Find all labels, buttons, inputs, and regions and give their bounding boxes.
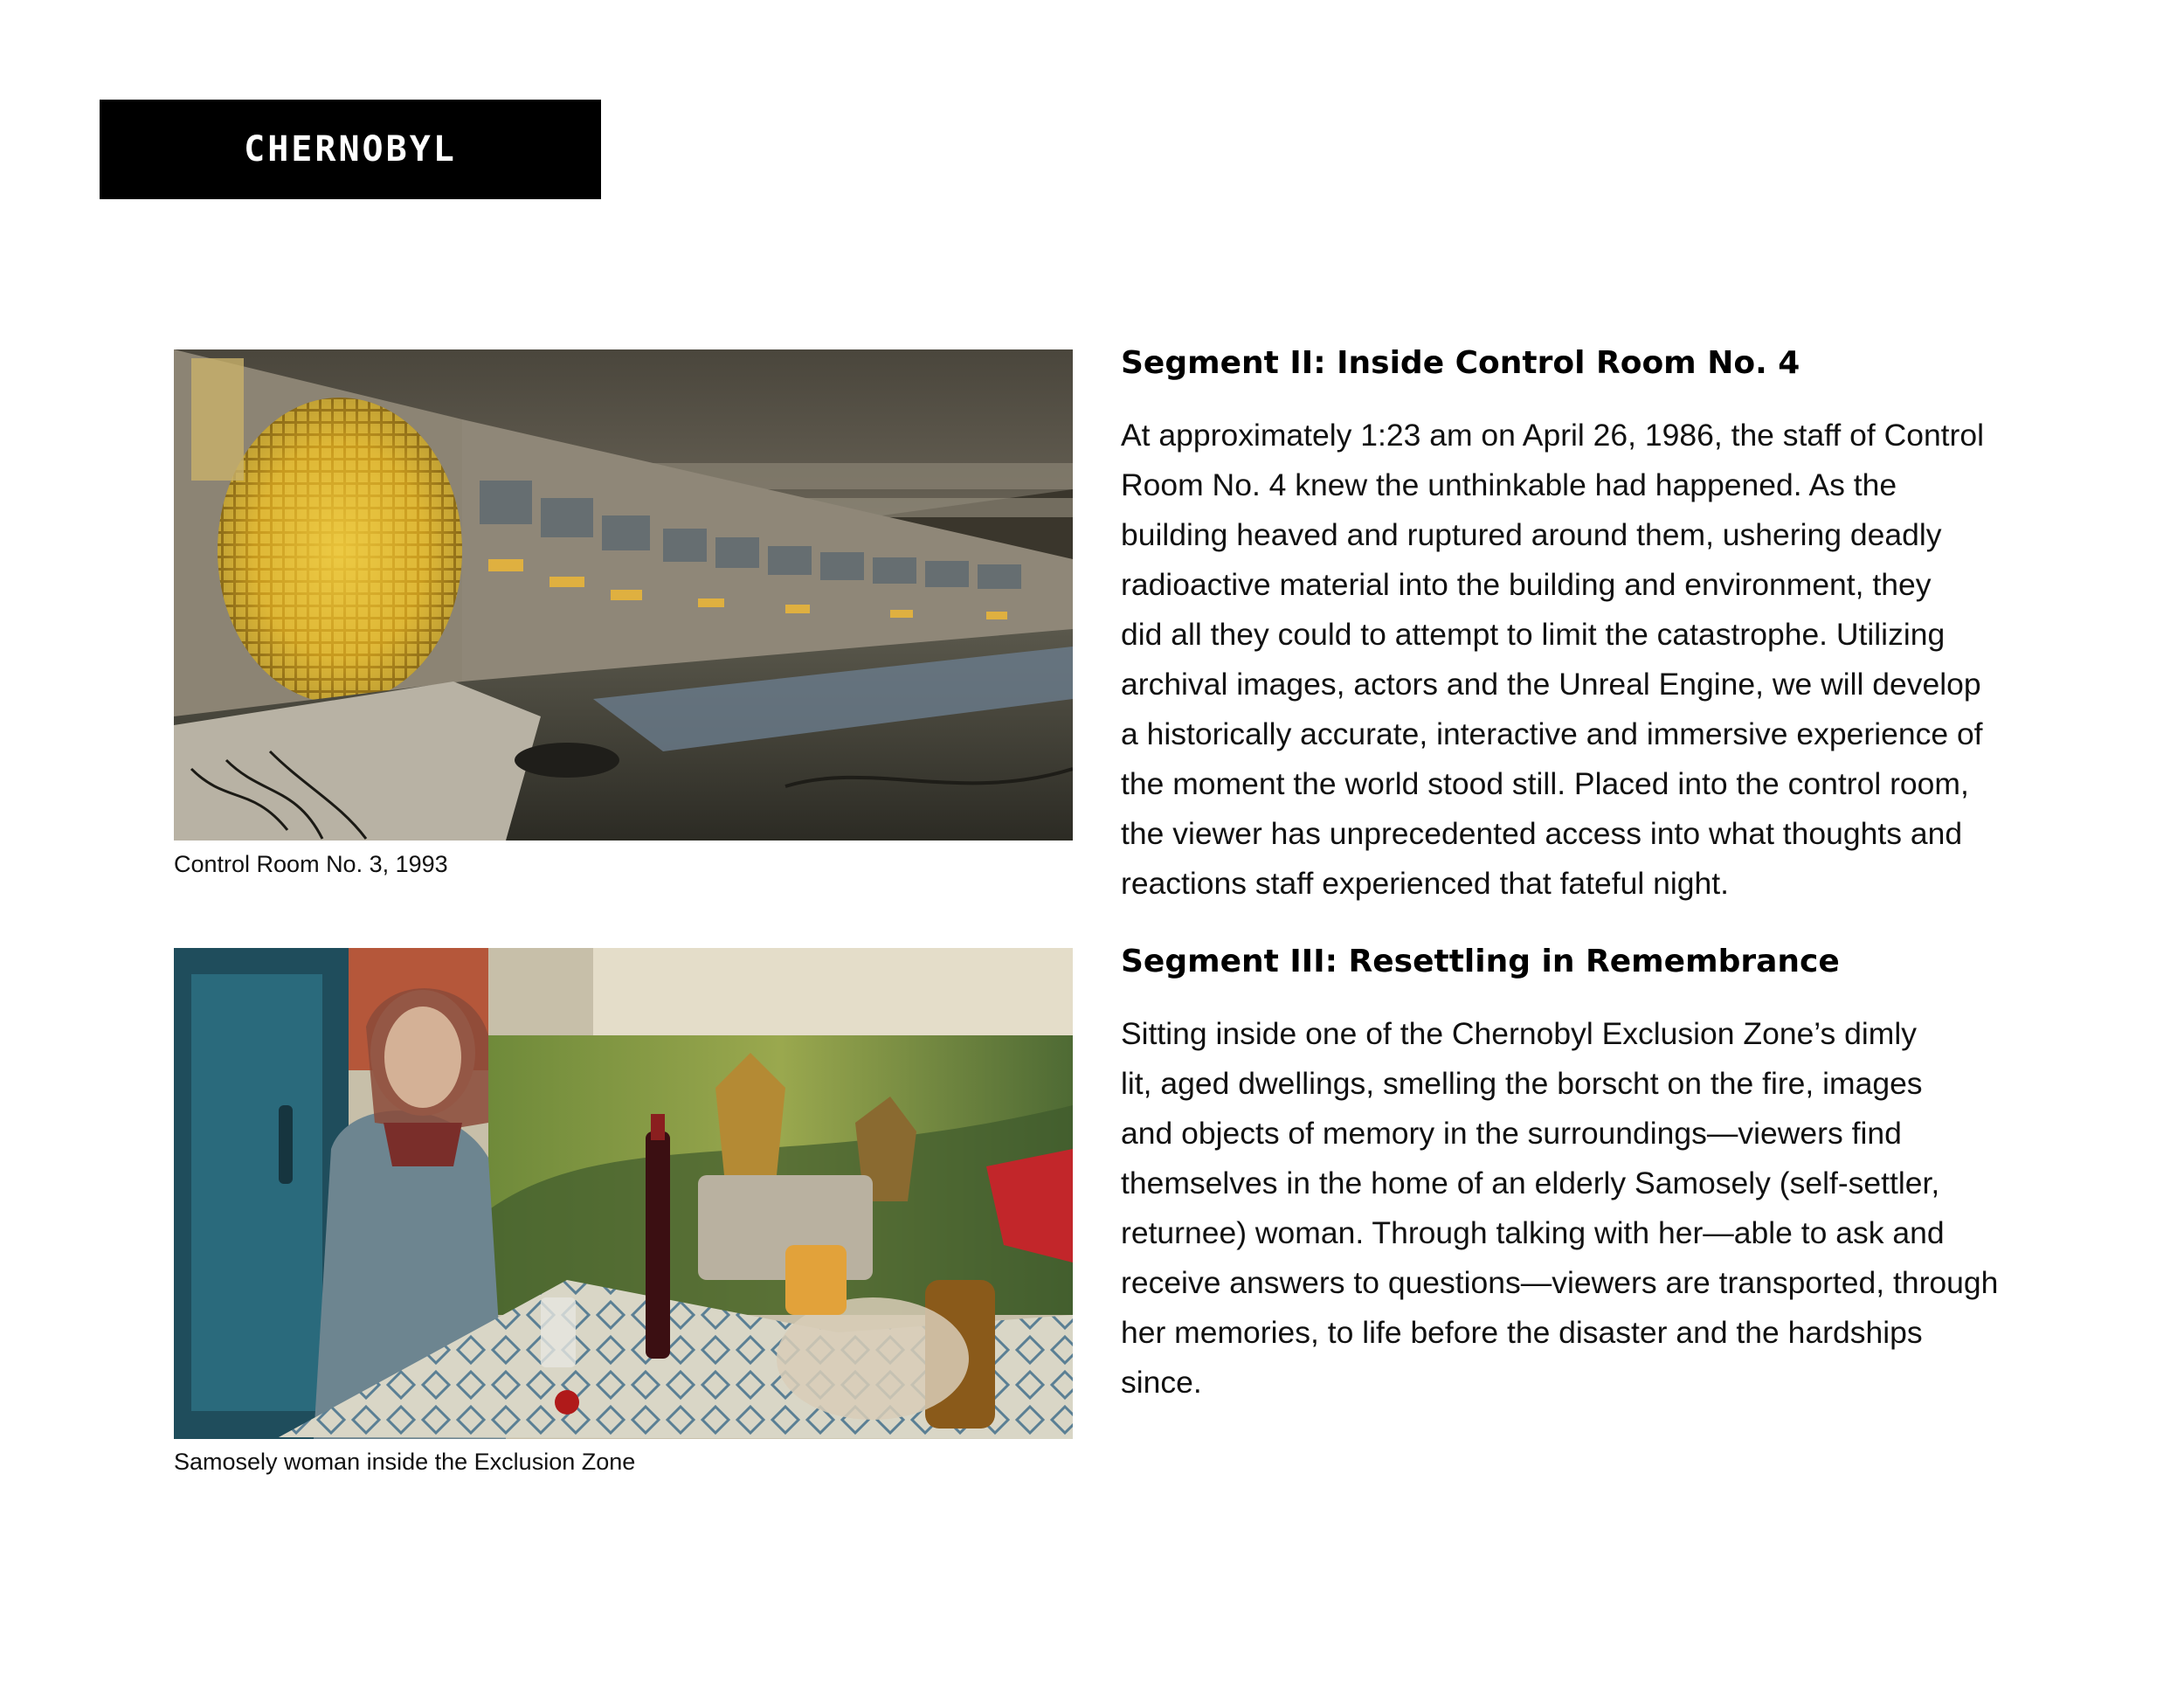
- segment-2-line: radioactive material into the building and environment, they: [1121, 567, 1932, 602]
- segment-3-heading: Segment III: Resettling in Remembrance: [1121, 944, 1840, 979]
- samosely-woman-caption: Samosely woman inside the Exclusion Zone: [174, 1449, 636, 1475]
- control-room-caption: Control Room No. 3, 1993: [174, 851, 448, 877]
- control-room-photo: [174, 349, 1073, 841]
- segment-2-line: reactions staff experienced that fateful night.: [1121, 866, 1729, 901]
- segment-3-line: and objects of memory in the surroundings—viewers find: [1121, 1116, 1902, 1151]
- header-bar: [100, 100, 601, 199]
- segment-3-line: returnee) woman. Through talking with her—able to ask and: [1121, 1215, 1945, 1250]
- segment-2-line: At approximately 1:23 am on April 26, 1986, the staff of Control: [1121, 418, 1985, 453]
- samosely-woman-photo: [174, 948, 1073, 1439]
- segment-3-line: since.: [1121, 1365, 1202, 1400]
- segment-2-heading: Segment II: Inside Control Room No. 4: [1121, 345, 1800, 381]
- segment-3-line: receive answers to questions—viewers are transported, through: [1121, 1265, 1999, 1300]
- segment-3-body: [1121, 1009, 2029, 1408]
- segment-2-line: the viewer has unprecedented access into what thoughts and: [1121, 816, 1963, 851]
- segment-2-line: building heaved and ruptured around them, ushering deadly: [1121, 517, 1942, 552]
- segment-3-line: lit, aged dwellings, smelling the borscht on the fire, images: [1121, 1066, 1923, 1101]
- segment-3-line: Sitting inside one of the Chernobyl Exclusion Zone’s dimly: [1121, 1016, 1918, 1051]
- segment-2-line: the moment the world stood still. Placed into the control room,: [1121, 766, 1969, 801]
- segment-3-line: her memories, to life before the disaster and the hardships: [1121, 1315, 1923, 1350]
- segment-2-line: did all they could to attempt to limit the catastrophe. Utilizing: [1121, 617, 1946, 652]
- segment-2-line: a historically accurate, interactive and immersive experience of: [1121, 716, 1983, 751]
- segment-3-line: themselves in the home of an elderly Samosely (self-settler,: [1121, 1166, 1940, 1200]
- segment-2-body: [1121, 411, 2029, 909]
- segment-2-line: archival images, actors and the Unreal Engine, we will develop: [1121, 667, 1981, 702]
- page-title: CHERNOBYL: [244, 129, 457, 169]
- segment-2-line: Room No. 4 knew the unthinkable had happened. As the: [1121, 467, 1897, 502]
